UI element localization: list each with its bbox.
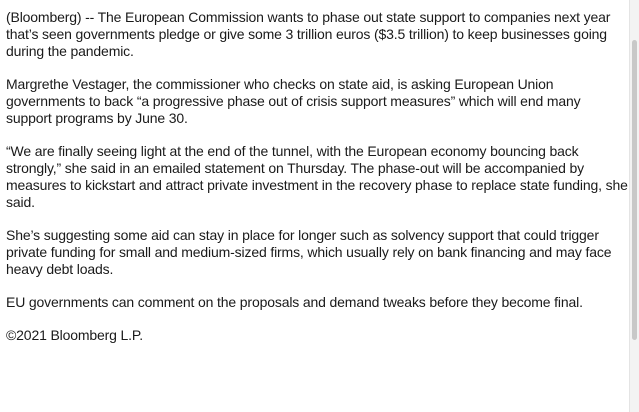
copyright-notice: ©2021 Bloomberg L.P. bbox=[6, 327, 144, 343]
article-paragraph-1: (Bloomberg) -- The European Commission wants to phase out state support to companies next year that’s seen governments pledge or give some 3 trillion euros ($3.5 trillion) to keep businesses going during the pandemic. bbox=[6, 9, 611, 59]
scrollbar-thumb[interactable] bbox=[632, 40, 637, 340]
article-paragraph-2: Margrethe Vestager, the commissioner who checks on state aid, is asking European Union governments to back “a progressive phase out of crisis support measures” which will end many support programs by June 30. bbox=[6, 76, 581, 126]
article-paragraph-3: “We are finally seeing light at the end of the tunnel, with the European economy bouncing back strongly,” she said in an emailed statement on Thursday. The phase-out will be accompanied by measures to kickstart and attract private investment in the recovery phase to replace state funding, she said. bbox=[6, 143, 628, 210]
article-paragraph-5: EU governments can comment on the proposals and demand tweaks before they become final. bbox=[6, 294, 583, 310]
vertical-scrollbar[interactable] bbox=[629, 0, 639, 412]
article-paragraph-4: She’s suggesting some aid can stay in place for longer such as solvency support that could trigger private funding for small and medium-sized firms, which usually rely on bank financing and may face heavy debt loads. bbox=[6, 227, 612, 277]
